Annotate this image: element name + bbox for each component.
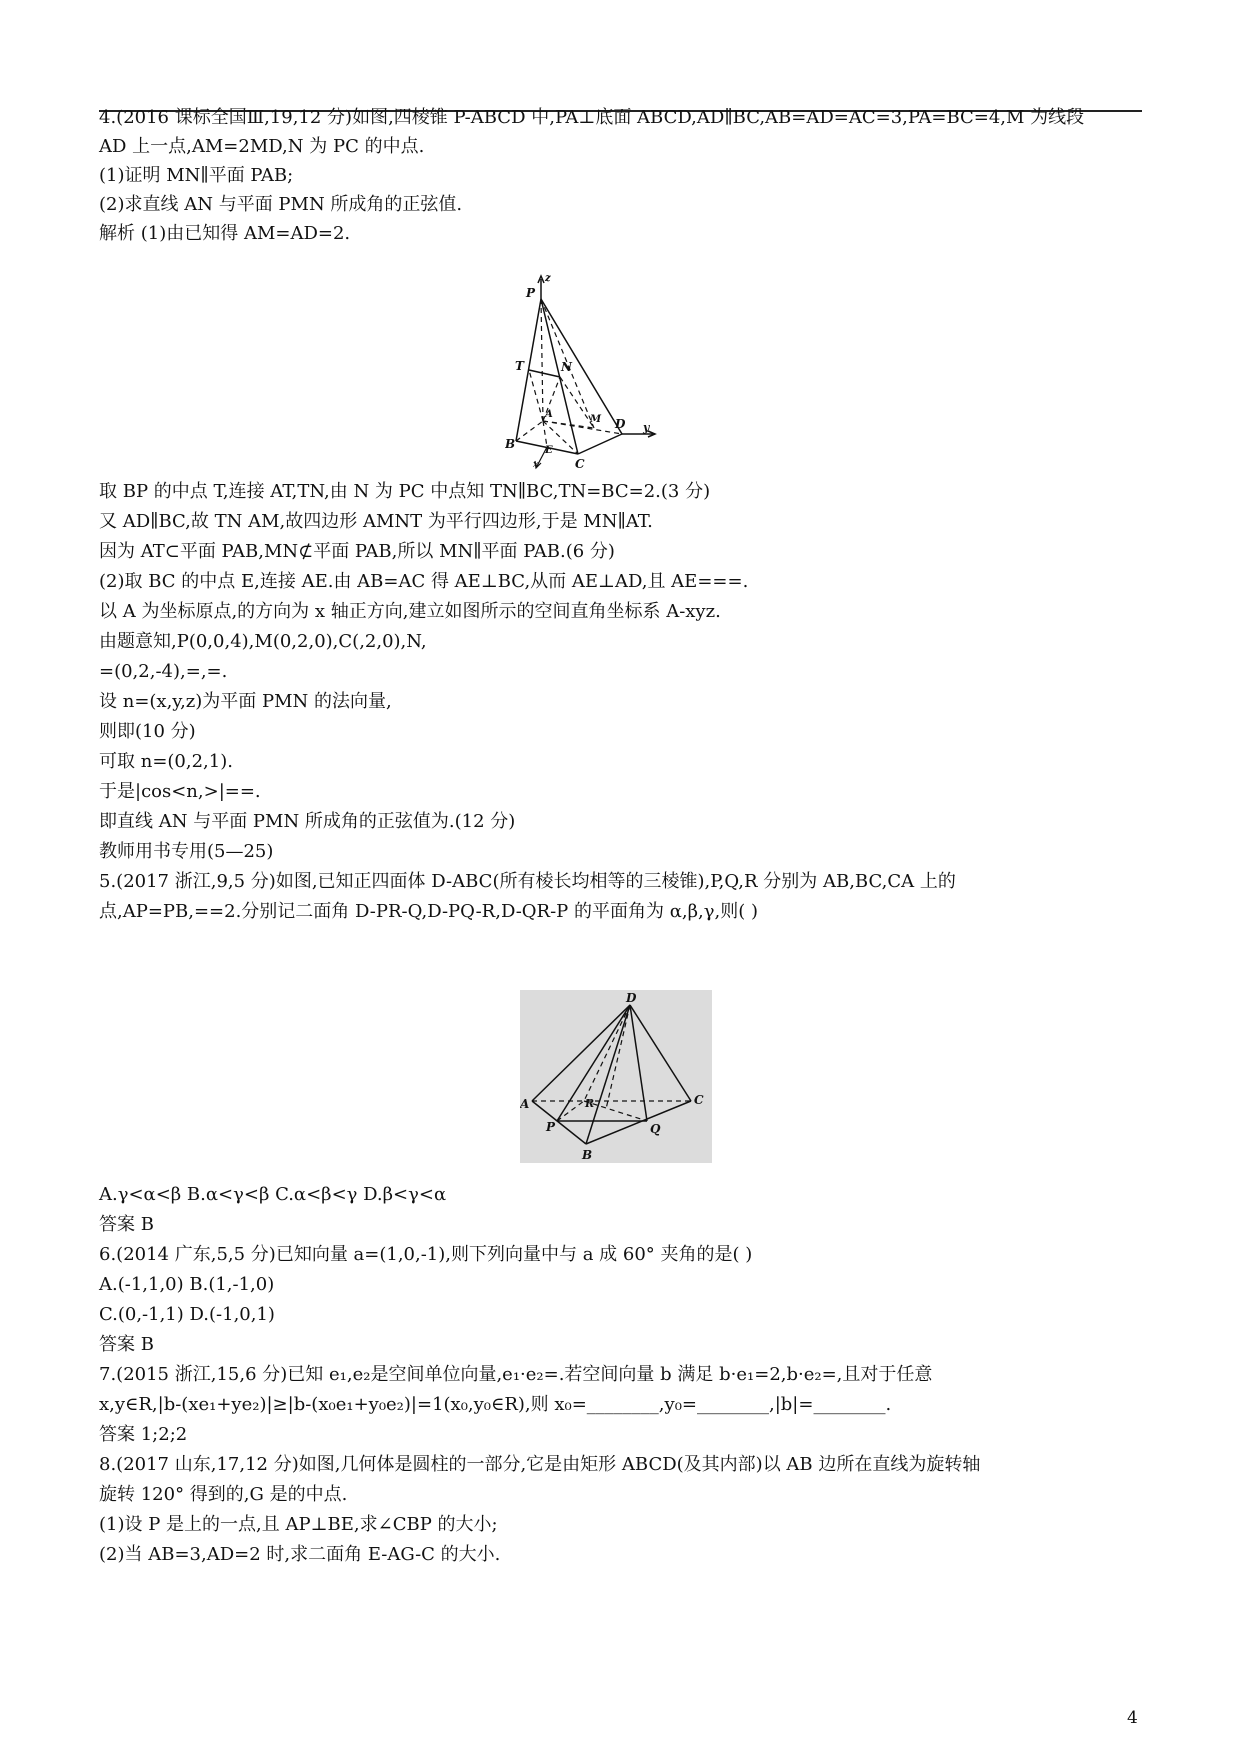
text-line: (2)求直线 AN 与平面 PMN 所成角的正弦值.	[99, 194, 463, 215]
vertex-label-R: R	[585, 1097, 595, 1110]
text-line: 于是|cos<n,>|==.	[99, 781, 261, 802]
tetrahedron-figure	[520, 990, 712, 1163]
text-line: 由题意知,P(0,0,4),M(0,2,0),C(,2,0),N,	[99, 631, 427, 652]
pyramid-figure	[505, 271, 745, 471]
vertex-label-T: T	[515, 359, 524, 373]
text-line: C.(0,-1,1) D.(-1,0,1)	[99, 1304, 275, 1325]
text-line: A.(-1,1,0) B.(1,-1,0)	[99, 1274, 275, 1295]
text-line: 教师用书专用(5—25)	[99, 841, 274, 862]
text-line: 可取 n=(0,2,1).	[99, 751, 233, 772]
text-line: A.γ<α<β B.α<γ<β C.α<β<γ D.β<γ<α	[99, 1184, 447, 1205]
text-line: 取 BP 的中点 T,连接 AT,TN,由 N 为 PC 中点知 TN∥BC,TN=BC=2.(3 分)	[99, 481, 711, 502]
axis-label-y: y	[643, 421, 650, 434]
text-line: (2)取 BC 的中点 E,连接 AE.由 AB=AC 得 AE⊥BC,从而 AE⊥AD,且 AE===.	[99, 571, 749, 592]
text-line: 以 A 为坐标原点,的方向为 x 轴正方向,建立如图所示的空间直角坐标系 A-xyz.	[99, 601, 721, 622]
vertex-label-C: C	[694, 1093, 704, 1107]
text-line: 8.(2017 山东,17,12 分)如图,几何体是圆柱的一部分,它是由矩形 ABCD(及其内部)以 AB 边所在直线为旋转轴	[99, 1454, 981, 1475]
vertex-label-A: A	[520, 1097, 530, 1111]
text-line: 6.(2014 广东,5,5 分)已知向量 a=(1,0,-1),则下列向量中与 a 成 60° 夹角的是( )	[99, 1244, 753, 1265]
vertex-label-Q: Q	[650, 1122, 661, 1136]
vertex-label-B: B	[582, 1148, 593, 1162]
vertex-label-B: B	[505, 437, 516, 451]
vertex-label-A: A	[545, 409, 553, 420]
vertex-label-D: D	[626, 991, 637, 1005]
text-line: 4.(2016 课标全国Ⅲ,19,12 分)如图,四棱锥 P-ABCD 中,PA⊥底面 ABCD,AD∥BC,AB=AD=AC=3,PA=BC=4,M 为线段	[99, 107, 1085, 128]
text-line: 因为 AT⊂平面 PAB,MN⊄平面 PAB,所以 MN∥平面 PAB.(6 分)	[99, 541, 615, 562]
text-line: 答案 B	[99, 1334, 154, 1355]
text-line: 5.(2017 浙江,9,5 分)如图,已知正四面体 D-ABC(所有棱长均相等的三棱锥),P,Q,R 分别为 AB,BC,CA 上的	[99, 871, 956, 892]
page-number: 4	[1127, 1708, 1138, 1728]
text-line: 则即(10 分)	[99, 721, 196, 742]
text-line: =(0,2,-4),=,=.	[99, 661, 228, 682]
text-line: 设 n=(x,y,z)为平面 PMN 的法向量,	[99, 691, 392, 712]
text-line: (2)当 AB=3,AD=2 时,求二面角 E-AG-C 的大小.	[99, 1544, 501, 1565]
text-line: AD 上一点,AM=2MD,N 为 PC 的中点.	[99, 136, 425, 157]
vertex-label-E: E	[545, 445, 553, 456]
axis-label-z: z	[545, 273, 551, 284]
text-line: 即直线 AN 与平面 PMN 所成角的正弦值为.(12 分)	[99, 811, 516, 832]
vertex-label-N: N	[561, 360, 572, 374]
text-line: 点,AP=PB,==2.分别记二面角 D-PR-Q,D-PQ-R,D-QR-P 的平面角为 α,β,γ,则( )	[99, 901, 758, 922]
vertex-label-P: P	[546, 1120, 556, 1134]
text-line: 又 AD∥BC,故 TN AM,故四边形 AMNT 为平行四边形,于是 MN∥AT.	[99, 511, 653, 532]
vertex-label-C: C	[575, 457, 585, 471]
text-line: 7.(2015 浙江,15,6 分)已知 e₁,e₂是空间单位向量,e₁·e₂=.若空间向量 b 满足 b·e₁=2,b·e₂=,且对于任意	[99, 1364, 933, 1385]
text-line: 旋转 120° 得到的,G 是的中点.	[99, 1484, 348, 1505]
text-line: 解析 (1)由已知得 AM=AD=2.	[99, 223, 351, 244]
axis-label-x: x	[533, 460, 539, 470]
vertex-label-P: P	[526, 286, 536, 300]
text-line: 答案 1;2;2	[99, 1424, 188, 1445]
text-line: (1)证明 MN∥平面 PAB;	[99, 165, 294, 186]
vertex-label-D: D	[615, 417, 626, 431]
text-line: 答案 B	[99, 1214, 154, 1235]
text-line: x,y∈R,|b-(xe₁+ye₂)|≥|b-(x₀e₁+y₀e₂)|=1(x₀,y₀∈R),则 x₀=________,y₀=________,|b|=________.	[99, 1394, 892, 1415]
vertex-label-M: M	[590, 414, 602, 425]
text-line: (1)设 P 是上的一点,且 AP⊥BE,求∠CBP 的大小;	[99, 1514, 498, 1535]
